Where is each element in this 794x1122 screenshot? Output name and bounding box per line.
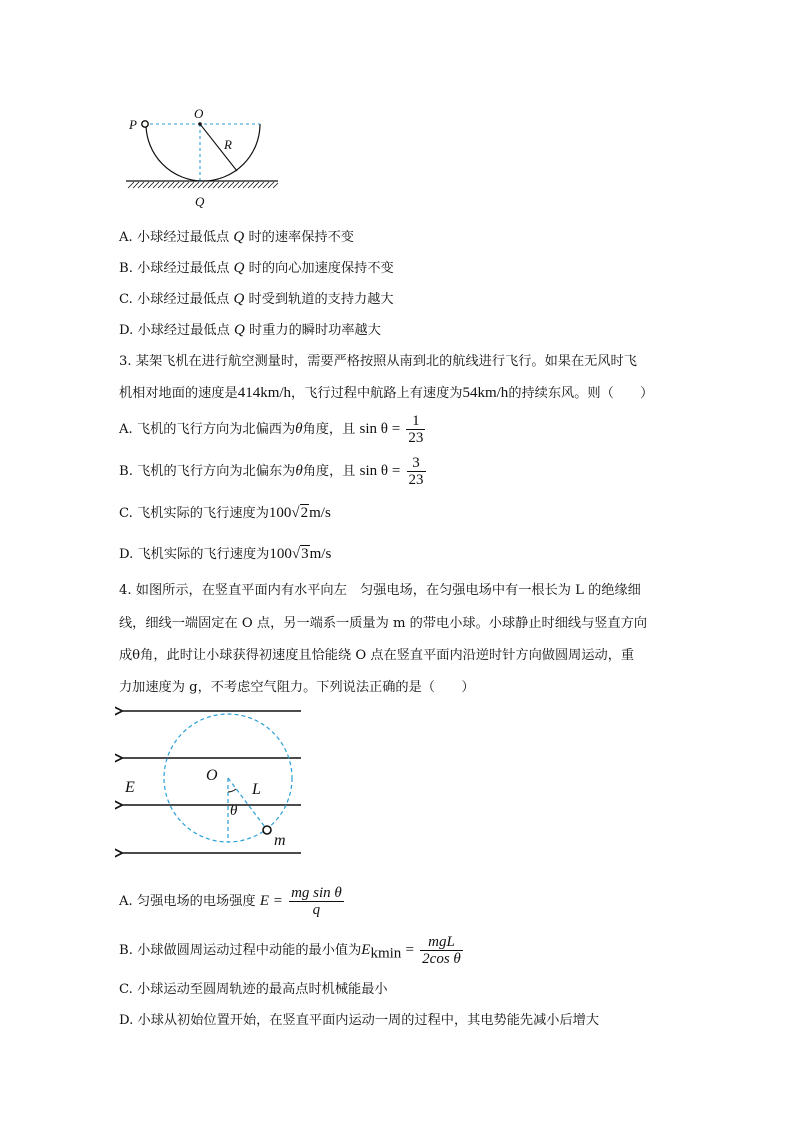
fig1-label-o: O: [194, 106, 204, 121]
q4-stem-line-3: 成θ角，此时让小球获得初速度且恰能绕 O 点在竖直平面内沿逆时针方向做圆周运动，重: [119, 648, 635, 663]
figure-electric-field-circle: [115, 700, 315, 860]
q3-option-a: A. 飞机的飞行方向为北偏西为θ角度，且 sin θ = $\frac{1}{23}$: [119, 413, 424, 446]
q2-option-d: D. 小球经过最低点 Q 时重力的瞬时功率越大: [119, 322, 381, 338]
q3-stem-line-2: 机相对地面的速度是414km/h，飞行过程中航路上有速度为54km/h的持续东风。则（ ）: [119, 385, 654, 401]
fig2-label-e: E: [125, 779, 135, 796]
q4-opt-a-fraction: $\frac{\text{mg sin θ}}{q}$: [291, 885, 342, 918]
q4-option-b: B. 小球做圆周运动过程中动能的最小值为$E_{kmin}$ = $\frac{\text{mgL}}{\text{2cos θ}}$: [119, 934, 461, 967]
fig1-label-r: R: [224, 137, 232, 152]
fig2-label-m: m: [274, 832, 286, 849]
q3-option-d: D. 飞机实际的飞行速度为100√3m/s: [119, 546, 332, 562]
q2-option-a: A. 小球经过最低点 Q 时的速率保持不变: [119, 229, 354, 245]
q4-opt-b-fraction: $\frac{\text{mgL}}{\text{2cos θ}}$: [422, 934, 461, 967]
fig2-label-theta: θ: [230, 803, 238, 819]
q3-opt-a-fraction: $\frac{1}{23}$: [408, 413, 424, 446]
fig1-label-p: P: [129, 117, 137, 132]
figure-semicircle-track: [120, 105, 290, 210]
q3-option-b: B. 飞机的飞行方向为北偏东为θ角度，且 sin θ = $\frac{3}{23}$: [119, 455, 424, 488]
q4-stem-line-1: 4. 如图所示，在竖直平面内有水平向左 匀强电场，在匀强电场中有一根长为 L 的绝缘细: [119, 583, 641, 598]
q3-option-c: C. 飞机实际的飞行速度为100√2m/s: [119, 505, 331, 521]
q2-option-b: B. 小球经过最低点 Q 时的向心加速度保持不变: [119, 260, 394, 276]
q4-stem-line-4: 力加速度为 g，不考虑空气阻力。下列说法正确的是（ ）: [119, 680, 475, 695]
q4-option-a: A. 匀强电场的电场强度 E = $\frac{\text{mg sin θ}}{q}$: [119, 885, 342, 918]
fig1-label-q: Q: [195, 194, 205, 209]
q3-stem-line-1: 3. 某架飞机在进行航空测量时，需要严格按照从南到北的航线进行飞行。如果在无风时飞: [119, 354, 637, 369]
fig2-label-l: L: [252, 781, 261, 798]
q2-option-c: C. 小球经过最低点 Q 时受到轨道的支持力越大: [119, 291, 394, 307]
fig2-label-o: O: [206, 767, 218, 784]
q4-option-d: D. 小球从初始位置开始，在竖直平面内运动一周的过程中，其电势能先减小后增大: [119, 1013, 600, 1028]
q3-opt-b-fraction: $\frac{3}{23}$: [408, 455, 424, 488]
q4-option-c: C. 小球运动至圆周轨迹的最高点时机械能最小: [119, 982, 388, 997]
q4-stem-line-2: 线，细线一端固定在 O 点，另一端系一质量为 m 的带电小球。小球静止时细线与竖直方向: [119, 616, 648, 631]
